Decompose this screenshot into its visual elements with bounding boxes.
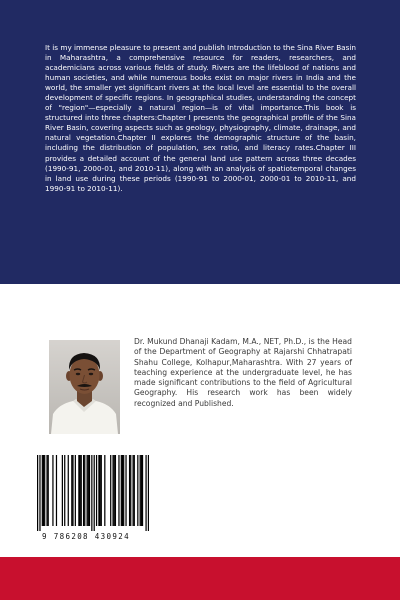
barcode-bar [145, 455, 146, 531]
barcode-bar [121, 455, 122, 526]
barcode-bar [43, 455, 44, 526]
barcode-bar [91, 455, 92, 531]
barcode-bar [81, 455, 82, 526]
barcode-bar [78, 455, 79, 526]
barcode-bar [39, 455, 40, 531]
author-bio: Dr. Mukund Dhanaji Kadam, M.A., NET, Ph.D., is the Head of the Department of Geography at Rajarshi Chhatrapati Shahu College, Kolhapur,Maharashtra. With 27 years of teaching experience at the undergraduate level, he has made significant contributions to the field of Agricultural Geography. His research work has been widely recognized and Published. [134, 337, 352, 408]
barcode-bar [112, 455, 113, 526]
barcode-bar [88, 455, 89, 526]
barcode-bar [56, 455, 57, 526]
barcode-bar [52, 455, 53, 526]
barcode-bar [115, 455, 116, 526]
barcode-bar [132, 455, 133, 526]
barcode-bar [75, 455, 76, 526]
book-blurb: It is my immense pleasure to present and publish Introduction to the Sina River Basin in Maharashtra, a comprehensive resource for readers, researchers, and academicians across various fields of study. Rivers are the lifeblood of nations and human societies, and while numerous books exist on major rivers in India and the world, the smaller yet significant rivers at the local level are essential to the overall development of specific regions. In geographical studies, understanding the concept of "region"—especially a natural region—is of vital importance.This book is structured into three chapters:Chapter I presents the geographical profile of the Sina River Basin, covering aspects such as geology, physiography, climate, drainage, and natural vegetation.Chapter II explores the demographic structure of the basin, including the distribution of population, sex ratio, and literacy rates.Chapter III provides a detailed account of the general land use pattern across three decades (1990-91, 2000-01, and 2010-11), along with an analysis of spatiotemporal changes in land use during these periods (1990-91 to 2000-01, 2000-01 to 2010-11, and 1990-91 to 2010-11). [45, 43, 356, 193]
barcode-bar [68, 455, 69, 526]
barcode-bar [84, 455, 85, 526]
barcode-bar [42, 455, 43, 526]
barcode-bar [104, 455, 105, 526]
barcode-bar [71, 455, 72, 526]
barcode-bar [64, 455, 65, 526]
barcode-bar [48, 455, 49, 526]
barcode-bar [134, 455, 135, 526]
barcode-bar [142, 455, 143, 526]
barcode-bar [37, 455, 38, 531]
barcode-bar [44, 455, 45, 526]
barcode-bar [137, 455, 138, 526]
isbn-barcode-digits: 9 786208 430924 [42, 532, 130, 541]
barcode-bar [101, 455, 102, 526]
barcode-bar [125, 455, 126, 526]
isbn-barcode [37, 455, 149, 531]
barcode-bar [96, 455, 97, 526]
barcode-bar [110, 455, 111, 526]
barcode-bar [123, 455, 124, 526]
barcode-bar [129, 455, 130, 526]
barcode-bar [141, 455, 142, 526]
author-portrait-image [49, 340, 120, 434]
barcode-bar [99, 455, 100, 526]
barcode-bar [83, 455, 84, 526]
barcode-bar [130, 455, 131, 526]
barcode-bar [72, 455, 73, 526]
barcode-bar [79, 455, 80, 526]
barcode-bar [62, 455, 63, 526]
bottom-color-band [0, 557, 400, 600]
barcode-bar [87, 455, 88, 526]
barcode-bar [98, 455, 99, 526]
barcode-bar [94, 455, 95, 531]
author-photo [49, 340, 120, 434]
barcode-bar [148, 455, 149, 531]
barcode-bar [89, 455, 90, 526]
barcode-bar [46, 455, 47, 526]
barcode-bar [118, 455, 119, 526]
blurb-panel [0, 0, 400, 284]
barcode-bar [122, 455, 123, 526]
barcode-bar [114, 455, 115, 526]
barcode-bar [140, 455, 141, 526]
